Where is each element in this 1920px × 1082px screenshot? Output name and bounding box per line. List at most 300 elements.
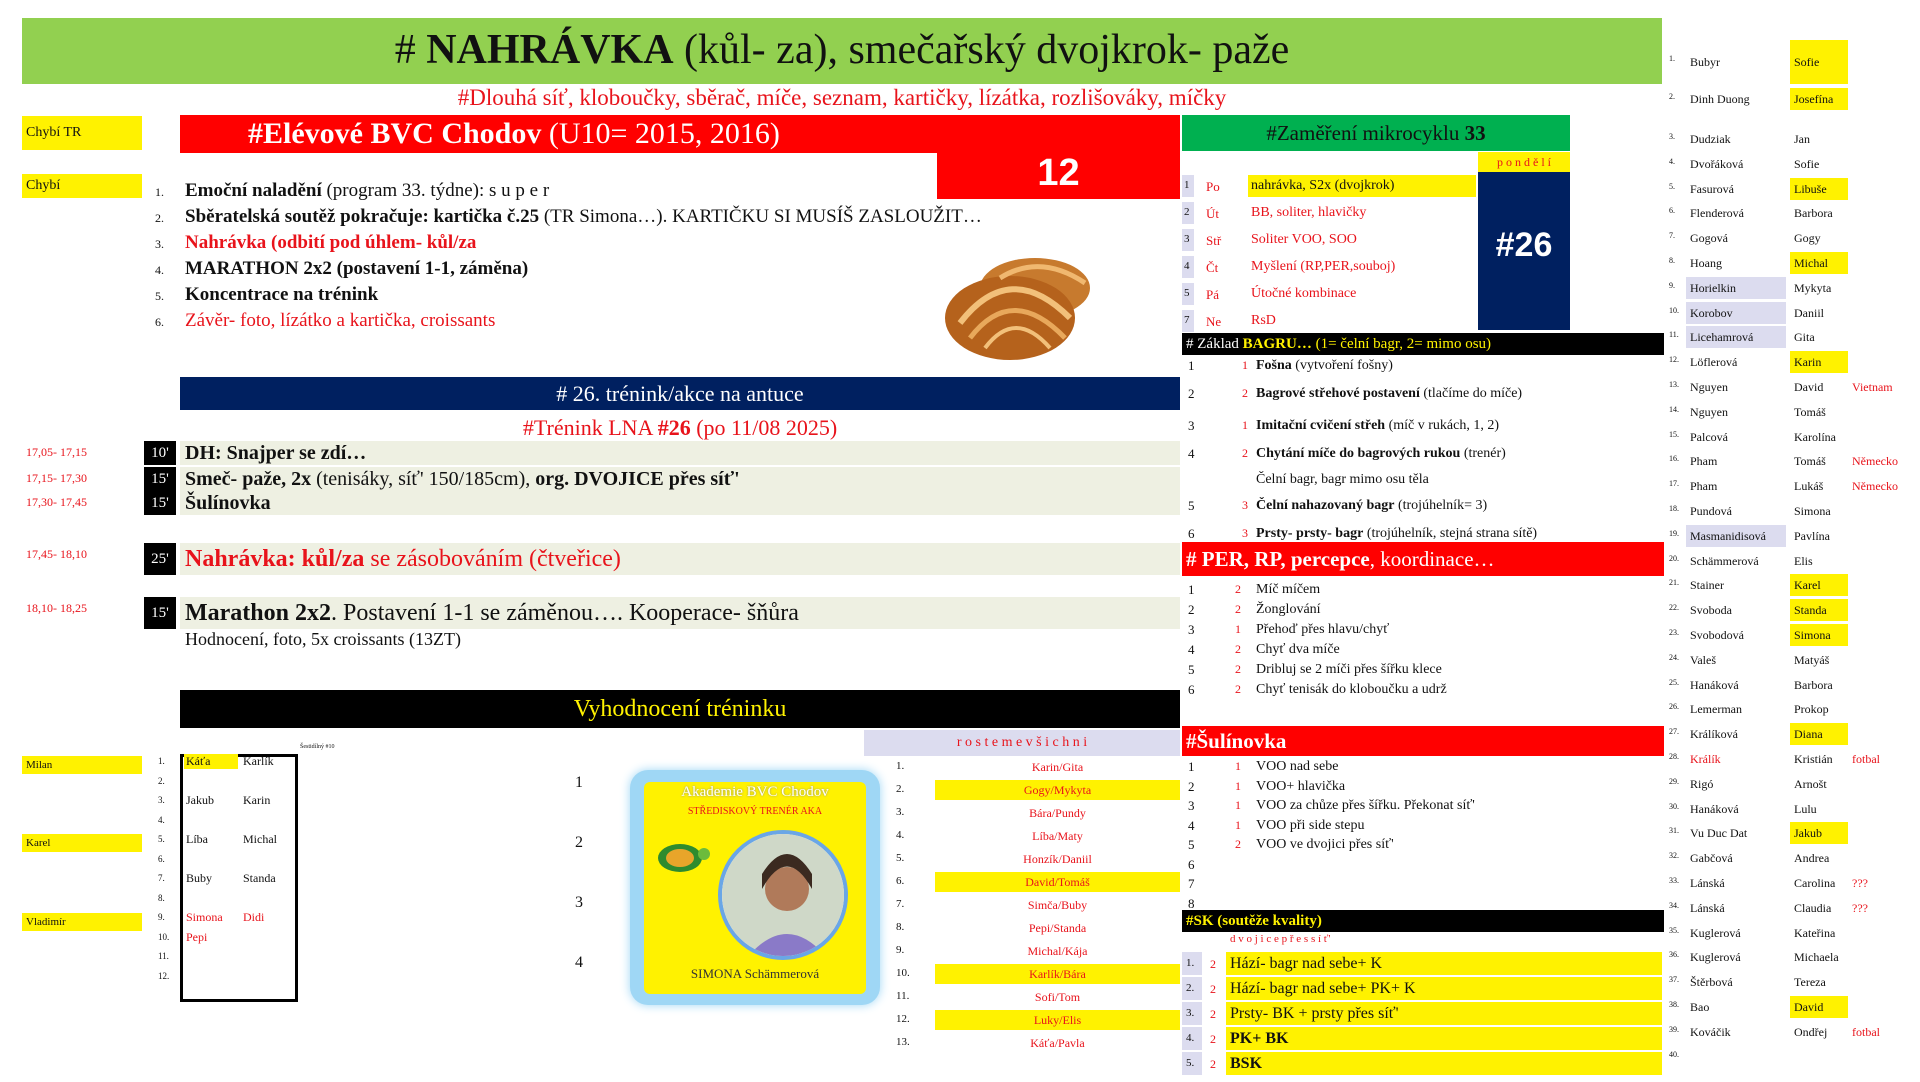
- group-player-b: Standa: [243, 871, 276, 885]
- roster-firstname: Diana: [1790, 723, 1848, 745]
- roster-firstname: Sofie: [1790, 40, 1848, 84]
- roster-number: 3.: [1669, 132, 1675, 141]
- roster-surname: Hanáková: [1690, 677, 1739, 692]
- pair-names: Luky/Elis: [935, 1010, 1180, 1030]
- roster-firstname: Josefína: [1790, 88, 1848, 110]
- sulin-number: 8: [1188, 895, 1195, 911]
- roster-firstname: Elis: [1794, 553, 1813, 568]
- roster-firstname: Karel: [1790, 574, 1848, 596]
- schedule-text: [185, 597, 799, 629]
- per-item: Chyť dva míče: [1256, 642, 1340, 657]
- roster-firstname: Claudia: [1794, 900, 1832, 915]
- group-number: 5.: [158, 834, 165, 844]
- bagr-item: [1256, 418, 1499, 434]
- goal-item: [155, 282, 378, 309]
- roster-number: 7.: [1669, 231, 1675, 241]
- roster-firstname: Kristián: [1794, 752, 1833, 766]
- bagr-bold: Imitační cvičení střeh: [1256, 418, 1386, 433]
- roster-firstname: Daniil: [1794, 305, 1824, 320]
- roster-number: 16.: [1669, 454, 1679, 464]
- per-level: 2: [1235, 602, 1241, 616]
- equipment-line: #Dlouhá síť, kloboučky, sběrač, míče, seznam, kartičky, lízátka, rozlišováky, míčky: [457, 85, 1227, 110]
- roster-firstname: Carolina: [1794, 876, 1836, 890]
- roster-number: 35.: [1669, 925, 1679, 935]
- pair-names: Gogy/Mykyta: [935, 780, 1180, 800]
- roster-note: fotbal: [1852, 1024, 1880, 1039]
- roster-note: fotbal: [1852, 752, 1880, 766]
- rank-number: 3: [575, 894, 583, 911]
- roster-firstname: Gogy: [1794, 231, 1821, 246]
- per-level: 2: [1235, 682, 1241, 696]
- bagr-item: [1256, 386, 1522, 402]
- schedule-bold: DH: Snajper se zdí…: [185, 442, 367, 464]
- bagr-title-bar: # Základ BAGRU… (1= čelní bagr, 2= mimo osu): [1182, 333, 1664, 355]
- roster-number: 6.: [1669, 206, 1675, 216]
- training-bar: # 26. trénink/akce na antuce: [180, 377, 1180, 410]
- pair-number: 1.: [896, 760, 905, 772]
- group-number: 3.: [158, 795, 165, 805]
- roster-surname: Vu Duc Dat: [1690, 826, 1748, 841]
- sk-title-bar: #SK (soutěže kvality): [1182, 910, 1664, 932]
- roster-firstname: Karolína: [1794, 429, 1836, 444]
- group-number: 2.: [158, 775, 165, 786]
- roster-number: 18.: [1669, 504, 1679, 513]
- roster-surname: Flenderová: [1690, 206, 1744, 221]
- schedule-time: 17,05- 17,15: [26, 445, 87, 459]
- pair-number: 2.: [896, 783, 905, 795]
- roster-firstname: Gita: [1794, 330, 1815, 345]
- bagr-level: 3: [1242, 526, 1248, 540]
- roster-surname: Štěrbová: [1690, 975, 1733, 990]
- roster-firstname: Lulu: [1794, 801, 1817, 816]
- per-item: Míč míčem: [1256, 582, 1321, 597]
- micro-day-number: 5: [1184, 287, 1190, 299]
- roster-surname: Horielkin: [1686, 277, 1786, 299]
- missing-tag: Chybí: [22, 174, 142, 198]
- goal-number: 1.: [155, 185, 164, 199]
- roster-firstname: Andrea: [1794, 851, 1830, 866]
- sk-number: 2.: [1186, 982, 1195, 994]
- schedule-bold: Smeč- paže, 2x: [185, 468, 312, 490]
- pair-number: 13.: [896, 1036, 910, 1048]
- goal-number: 5.: [155, 289, 164, 303]
- roster-number: 39.: [1669, 1024, 1679, 1034]
- roster-note: ???: [1852, 900, 1868, 915]
- sulin-number: 7: [1188, 876, 1195, 891]
- roster-surname: Dinh Duong: [1690, 92, 1750, 106]
- roster-number: 21.: [1669, 578, 1679, 588]
- sulin-level: 1: [1235, 778, 1241, 793]
- title-rest: (kůl- za), smečařský dvojkrok- paže: [673, 27, 1290, 73]
- bagr-rest: (tlačíme do míče): [1419, 386, 1523, 401]
- player-count: 12: [937, 115, 1180, 199]
- sulin-level: 1: [1235, 798, 1241, 812]
- pair-number: 12.: [896, 1013, 910, 1025]
- sk-subtitle: d v o j i c e p ř e s s í ť': [1230, 933, 1331, 945]
- roster-surname: Svoboda: [1690, 603, 1732, 618]
- sk-level: 2: [1210, 957, 1216, 971]
- coach-badge: [630, 770, 880, 1005]
- schedule-bold: Marathon 2x2: [185, 600, 331, 626]
- pair-names: Bára/Pundy: [1029, 806, 1086, 820]
- bagr-item: [1256, 472, 1429, 488]
- micro-big-number: #26: [1495, 226, 1553, 264]
- schedule-bg: [180, 491, 1180, 515]
- pair-names: Simča/Buby: [1027, 898, 1088, 912]
- schedule-text: [185, 543, 621, 575]
- bagr-level: 2: [1242, 446, 1248, 460]
- goal-item: [155, 204, 982, 231]
- pair-number: 8.: [896, 921, 905, 933]
- roster-number: 32.: [1669, 851, 1679, 861]
- goal-number: 2.: [155, 211, 164, 225]
- pair-names: David/Tomáš: [935, 872, 1180, 892]
- goal-bold: Sběratelská soutěž pokračuje: kartička č.25: [185, 206, 540, 227]
- per-item: Žonglování: [1256, 602, 1321, 617]
- per-number: 3: [1188, 622, 1195, 637]
- roster-number: 23.: [1669, 628, 1679, 637]
- bagr-number: 4: [1188, 446, 1195, 461]
- coach-photo: [718, 830, 848, 960]
- micro-day-name: Čt: [1206, 260, 1219, 275]
- roster-number: 22.: [1669, 603, 1679, 613]
- bagr-number: 3: [1188, 418, 1195, 433]
- roster-number: 37.: [1669, 975, 1679, 985]
- rank-number: 2: [575, 834, 583, 851]
- pair-names: Sofi/Tom: [1034, 990, 1081, 1004]
- goal-item: [155, 230, 476, 257]
- roster-number: 36.: [1669, 950, 1679, 960]
- roster-surname: Kuglerová: [1690, 925, 1741, 940]
- roster-firstname: Arnošt: [1794, 776, 1827, 791]
- roster-number: 26.: [1669, 702, 1679, 712]
- roster-number: 28.: [1669, 752, 1679, 761]
- sk-item: Hází- bagr nad sebe+ K: [1230, 955, 1383, 972]
- micro-day-topic: nahrávka, S2x (dvojkrok): [1248, 175, 1476, 197]
- sulin-title-bar: #Šulínovka: [1182, 726, 1664, 756]
- schedule-rest: . Postavení 1-1 se záměnou…. Kooperace- šňůra: [331, 600, 799, 626]
- roster-firstname: Tereza: [1794, 975, 1826, 990]
- roster-number: 5.: [1669, 181, 1675, 191]
- roster-surname: Gabčová: [1690, 851, 1733, 866]
- pair-number: 11.: [896, 990, 910, 1002]
- roster-firstname: Libuše: [1790, 178, 1848, 200]
- roster-surname: Hanáková: [1690, 801, 1739, 816]
- sulin-level: 2: [1235, 837, 1241, 851]
- bagr-item: [1256, 358, 1393, 374]
- micro-day-number: 4: [1184, 260, 1190, 272]
- group-title: #Elévové BVC Chodov (U10= 2015, 2016): [248, 117, 780, 150]
- bagr-number: 5: [1188, 498, 1195, 513]
- per-title-bar: # PER, RP, percepce, koordinace…: [1182, 542, 1664, 576]
- goal-item: [155, 178, 549, 205]
- roster-number: 9.: [1669, 280, 1675, 290]
- sk-number: 5.: [1186, 1057, 1195, 1069]
- roster-firstname: David: [1790, 996, 1848, 1018]
- micro-day-topic: Útočné kombinace: [1251, 286, 1357, 301]
- roster-firstname: Barbora: [1794, 677, 1833, 692]
- eval-bar: Vyhodnocení tréninku: [180, 690, 1180, 728]
- pair-number: 10.: [896, 967, 910, 979]
- micro-day-name: Stř: [1206, 233, 1222, 248]
- pairs-title: r o s t e m e v š i c h n i: [956, 735, 1088, 750]
- badge-name: SIMONA Schämmerová: [690, 966, 820, 981]
- roster-number: 19.: [1669, 528, 1679, 538]
- schedule-time: 17,15- 17,30: [26, 471, 87, 485]
- sk-level: 2: [1210, 1057, 1216, 1071]
- schedule-time: 18,10- 18,25: [26, 601, 87, 615]
- per-level: 2: [1235, 662, 1241, 676]
- bagr-bold: Prsty- prsty- bagr: [1256, 526, 1364, 541]
- micro-day-label: p o n d ě l í: [1478, 152, 1570, 172]
- roster-note: Německo: [1852, 454, 1898, 469]
- group-player-b: Karin: [243, 793, 271, 807]
- roster-firstname: Karin: [1790, 351, 1848, 373]
- roster-firstname: Ondřej: [1794, 1024, 1828, 1039]
- roster-number: 10.: [1669, 305, 1679, 315]
- roster-firstname: Jakub: [1790, 822, 1848, 844]
- bagr-bold: Fošna: [1256, 358, 1292, 373]
- sulin-level: 1: [1235, 817, 1241, 832]
- sulin-item: VOO za chůze přes šířku. Překonat síť': [1256, 798, 1475, 813]
- sk-number: 4.: [1186, 1032, 1195, 1044]
- coach-karel: Karel: [22, 834, 142, 852]
- goal-number: 6.: [155, 315, 164, 329]
- per-level: 2: [1235, 642, 1241, 656]
- roster-number: 11.: [1669, 330, 1679, 340]
- schedule-bold: Nahrávka: kůl/za: [185, 546, 365, 572]
- per-item: Přehoď přes hlavu/chyť: [1256, 622, 1390, 637]
- roster-number: 40.: [1669, 1049, 1679, 1059]
- roster-firstname: Mykyta: [1794, 280, 1832, 295]
- badge-subtitle: STŘEDISKOVÝ TRENÉR AKA: [687, 806, 823, 817]
- roster-note: Německo: [1852, 479, 1898, 494]
- sk-item: BSK: [1230, 1055, 1263, 1072]
- roster-firstname: Michal: [1790, 252, 1848, 274]
- roster-firstname: Standa: [1790, 599, 1848, 621]
- micro-day-number: 1: [1184, 179, 1190, 191]
- roster-surname: Králík: [1690, 752, 1721, 766]
- goal-bold: Nahrávka (odbití pod úhlem- kůl/za: [185, 232, 477, 253]
- sk-item: Prsty- BK + prsty přes síť': [1230, 1005, 1399, 1022]
- bagr-level: 3: [1242, 498, 1248, 512]
- sulin-item: VOO při side stepu: [1256, 817, 1365, 833]
- roster-surname: Schämmerová: [1690, 553, 1759, 568]
- roster-surname: Rigó: [1690, 776, 1714, 791]
- pair-names: Honzík/Daniil: [1023, 852, 1092, 866]
- rank-number: 1: [575, 774, 583, 791]
- micro-title: #Zaměření mikrocyklu 33: [1266, 121, 1486, 145]
- schedule-rest: (tenisáky, síť' 150/185cm),: [311, 468, 536, 490]
- rank-number: 4: [575, 954, 583, 971]
- sk-number: 1.: [1186, 957, 1195, 969]
- micro-day-number: 7: [1184, 314, 1190, 326]
- groups-small-title: Šestidílný #10: [300, 744, 335, 750]
- schedule-text: [185, 491, 271, 515]
- roster-number: 30.: [1669, 801, 1679, 811]
- per-number: 4: [1188, 642, 1195, 657]
- bagr-number: 6: [1188, 526, 1195, 541]
- roster-number: 27.: [1669, 727, 1679, 737]
- bagr-rest: (trojúhelník, stejná strana sítě): [1363, 526, 1538, 541]
- roster-surname: Palcová: [1690, 429, 1728, 444]
- bagr-item: [1256, 446, 1506, 462]
- group-number: 12.: [158, 970, 170, 981]
- bagr-item: [1256, 498, 1487, 514]
- turtle-icon: [652, 830, 712, 880]
- micro-day-name: Út: [1206, 206, 1219, 221]
- roster-number: 38.: [1669, 1000, 1679, 1009]
- roster-firstname: Prokop: [1794, 702, 1829, 717]
- page-title: # NAHRÁVKA (kůl- za), smečařský dvojkrok- paže: [394, 27, 1290, 73]
- micro-day-topic: Myšlení (RP,PER,souboj): [1251, 259, 1396, 274]
- roster-firstname: Matyáš: [1794, 652, 1830, 667]
- coach-milan: Milan: [22, 756, 142, 774]
- micro-day-name: Po: [1206, 179, 1220, 194]
- croissant-image: [940, 238, 1100, 378]
- group-player-b: Karlík: [243, 754, 274, 768]
- bagr-level: 2: [1242, 386, 1248, 400]
- pair-names: Líba/Maty: [1032, 829, 1083, 843]
- roster-number: 12.: [1669, 355, 1679, 365]
- roster-firstname: Barbora: [1794, 206, 1833, 221]
- coach-vladimir: Vladimír: [22, 913, 142, 931]
- schedule-duration: 15': [144, 467, 176, 491]
- goal-item: [155, 308, 495, 335]
- per-level: 1: [1235, 622, 1241, 636]
- roster-number: 14.: [1669, 404, 1679, 414]
- micro-day-topic: Soliter VOO, SOO: [1251, 232, 1357, 247]
- micro-day-name: Ne: [1206, 314, 1222, 329]
- roster-number: 1.: [1669, 54, 1675, 63]
- schedule-bold: Šulínovka: [185, 492, 271, 514]
- per-level: 2: [1235, 582, 1241, 596]
- sulin-number: 6: [1188, 856, 1195, 872]
- goal-bold: Emoční naladění: [185, 180, 322, 201]
- group-player-a: Káťa: [184, 754, 238, 769]
- roster-surname: Masmanidisová: [1686, 525, 1786, 547]
- roster-number: 2.: [1669, 92, 1675, 101]
- roster-surname: Stainer: [1690, 578, 1724, 593]
- group-number: 4.: [158, 814, 165, 825]
- roster-surname: Nguyen: [1690, 404, 1728, 419]
- missing-coach-tag: Chybí TR: [22, 116, 142, 150]
- roster-surname: Pham: [1690, 454, 1718, 469]
- roster-surname: Hoang: [1690, 256, 1722, 270]
- roster-firstname: Tomáš: [1794, 404, 1826, 419]
- bagr-rest: (trenér): [1460, 446, 1506, 461]
- group-player-a: Simona: [186, 910, 223, 924]
- goal-item: [155, 256, 528, 283]
- sk-item: Hází- bagr nad sebe+ PK+ K: [1230, 980, 1416, 997]
- micro-day-number: 3: [1184, 233, 1190, 245]
- roster-surname: Pundová: [1690, 504, 1732, 518]
- roster-number: 13.: [1669, 380, 1679, 389]
- roster-surname: Licehamrová: [1686, 326, 1786, 348]
- roster-firstname: Tomáš: [1794, 454, 1826, 469]
- bagr-level: 1: [1242, 418, 1248, 432]
- pair-names: Pepi/Standa: [1028, 921, 1087, 935]
- schedule-subnote: Hodnocení, foto, 5x croissants (13ZT): [185, 629, 461, 649]
- micro-day-topic: BB, soliter, hlavičky: [1251, 205, 1367, 220]
- bagr-number: 2: [1188, 386, 1195, 401]
- roster-surname: Lánská: [1690, 900, 1725, 915]
- group-number: 6.: [158, 853, 165, 864]
- schedule-rest: se zásobováním (čtveřice): [364, 546, 621, 572]
- schedule-duration: 15': [144, 491, 176, 515]
- roster-surname: Lemerman: [1690, 702, 1742, 717]
- roster-firstname: Pavlína: [1794, 528, 1830, 543]
- bagr-rest: (trojúhelník= 3): [1394, 498, 1488, 513]
- group-player-b: Didi: [243, 910, 265, 924]
- roster-surname: Kováčik: [1690, 1024, 1731, 1039]
- per-number: 1: [1188, 582, 1195, 597]
- roster-firstname: Simona: [1794, 504, 1831, 518]
- badge-title: Akademie BVC Chodov: [681, 784, 829, 800]
- schedule-duration: 25': [144, 543, 176, 575]
- per-number: 2: [1188, 602, 1195, 617]
- sk-number: 3.: [1186, 1007, 1195, 1019]
- bagr-item: [1256, 526, 1537, 542]
- roster-number: 17.: [1669, 479, 1679, 489]
- schedule-bold2: org. DVOJICE přes síť': [535, 468, 740, 490]
- goal-rest: (TR Simona…). KARTIČKU SI MUSÍŠ ZASLOUŽIT…: [539, 206, 982, 227]
- per-item: Chyť tenisák do kloboučku a udrž: [1256, 682, 1447, 697]
- pair-names: Michal/Kája: [1027, 944, 1088, 958]
- pair-names: Karlík/Bára: [935, 964, 1180, 984]
- roster-number: 25.: [1669, 677, 1679, 687]
- group-number: 10.: [158, 931, 170, 942]
- goal-rest: Závěr- foto, lízátko a kartička, croissants: [185, 310, 496, 331]
- roster-surname: Korobov: [1686, 302, 1786, 324]
- pair-number: 9.: [896, 944, 905, 956]
- group-player-a: Jakub: [186, 793, 214, 807]
- roster-surname: Kuglerová: [1690, 950, 1741, 965]
- goal-number: 4.: [155, 263, 164, 277]
- roster-firstname: Sofie: [1794, 156, 1820, 171]
- bagr-rest: (vytvoření fošny): [1291, 358, 1393, 373]
- group-number: 1.: [158, 756, 165, 766]
- roster-surname: Bao: [1690, 1000, 1710, 1014]
- pair-number: 7.: [896, 898, 905, 910]
- sk-row-bg: [1226, 1027, 1662, 1050]
- goal-number: 3.: [155, 237, 164, 251]
- croissant-icon: [940, 238, 1100, 378]
- roster-number: 8.: [1669, 256, 1675, 265]
- group-player-a: Pepi: [186, 929, 208, 944]
- bagr-bold: Bagrové střehové postavení: [1256, 386, 1420, 401]
- group-number: 7.: [158, 873, 165, 883]
- group-number: 8.: [158, 892, 165, 903]
- roster-surname: Králíková: [1690, 727, 1738, 742]
- pair-number: 5.: [896, 852, 905, 864]
- roster-firstname: Michaela: [1794, 950, 1839, 965]
- pair-number: 3.: [896, 806, 905, 818]
- roster-surname: Valeš: [1690, 652, 1716, 667]
- roster-firstname: David: [1794, 380, 1824, 394]
- roster-surname: Dudziak: [1690, 132, 1731, 146]
- sk-item: PK+ BK: [1230, 1030, 1289, 1047]
- bagr-rest: (míč v rukách, 1, 2): [1385, 418, 1500, 433]
- schedule-time: 17,30- 17,45: [26, 495, 87, 509]
- sulin-item: VOO+ hlavička: [1256, 778, 1346, 794]
- goal-bold: Koncentrace na trénink: [185, 284, 379, 305]
- roster-number: 20.: [1669, 553, 1679, 563]
- group-number: 9.: [158, 912, 165, 922]
- sk-level: 2: [1210, 1032, 1216, 1046]
- bagr-level: 1: [1242, 358, 1248, 372]
- roster-number: 31.: [1669, 826, 1679, 836]
